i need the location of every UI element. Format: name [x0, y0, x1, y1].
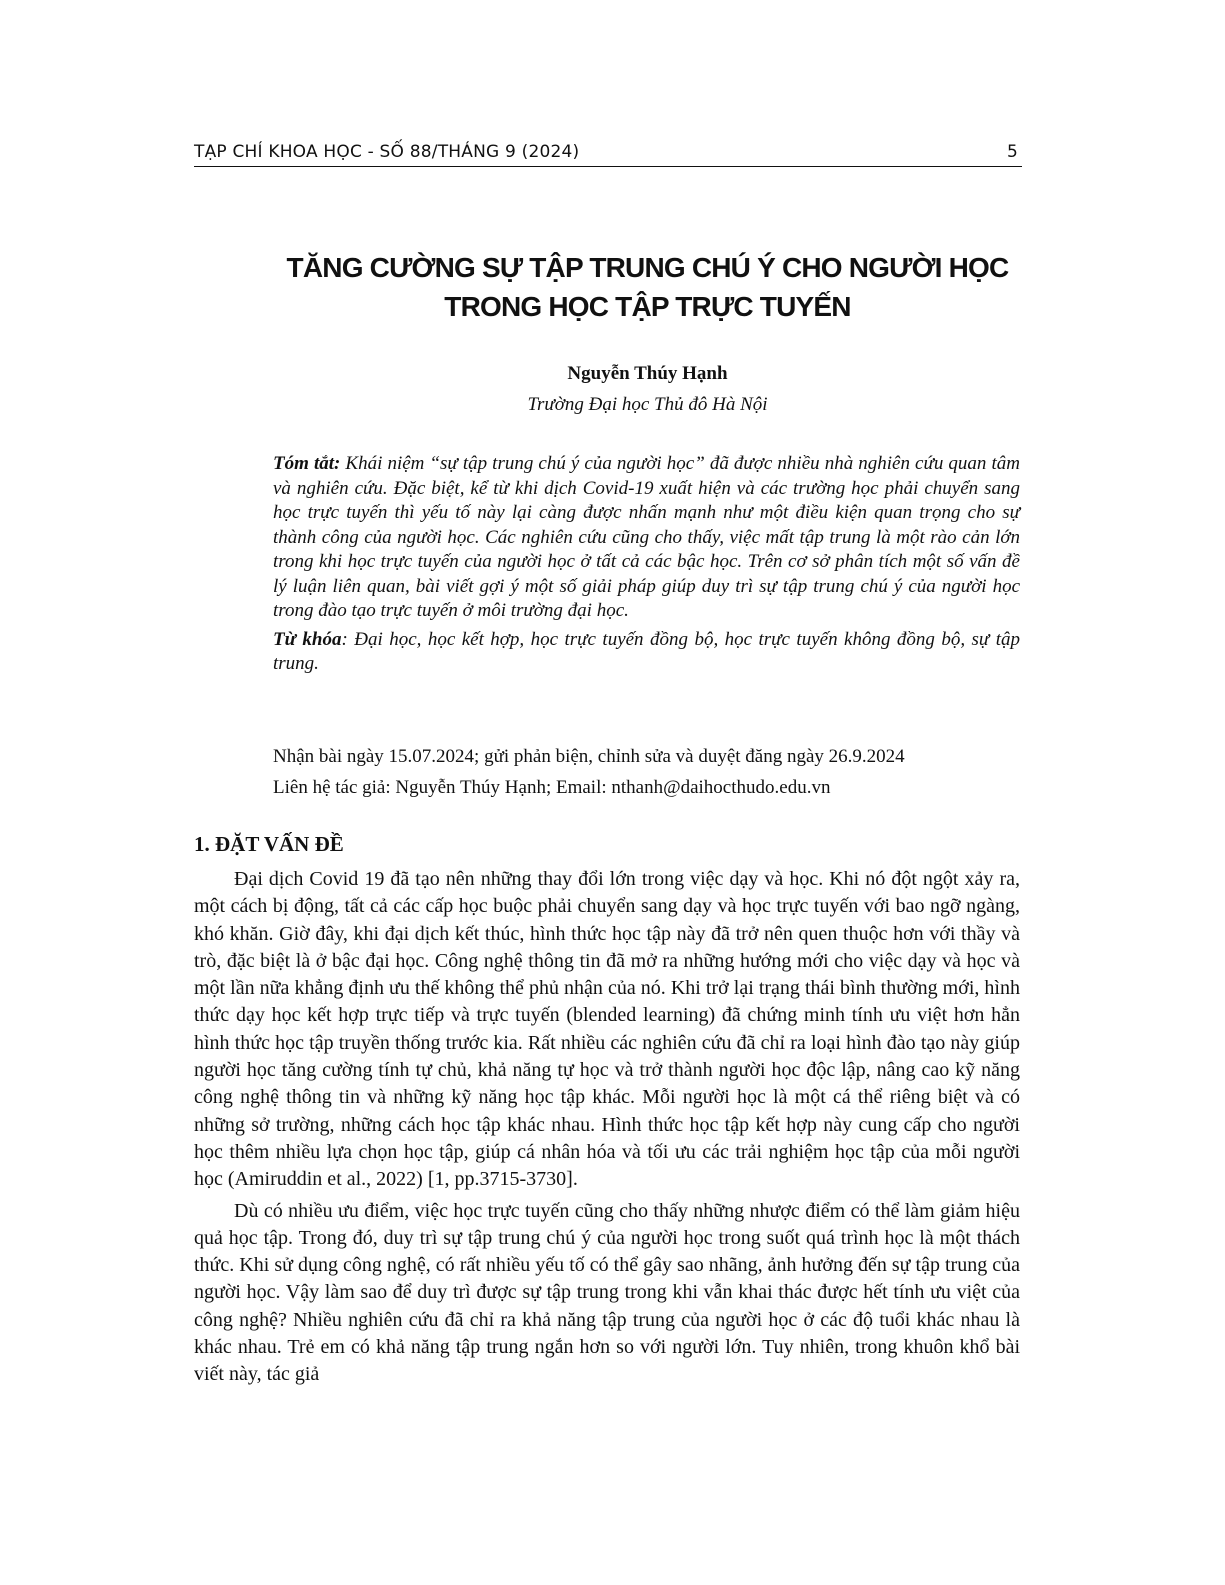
abstract-label: Tóm tắt: — [273, 453, 341, 474]
article-title — [194, 248, 1101, 326]
received-dates: Nhận bài ngày 15.07.2024; gửi phản biện, chỉnh sửa và duyệt đăng ngày 26.9.2024 — [273, 746, 905, 767]
title-line-1: TĂNG CƯỜNG SỰ TẬP TRUNG CHÚ Ý CHO NGƯỜI HỌC — [286, 252, 1009, 283]
author-name: Nguyễn Thúy Hạnh — [567, 363, 728, 384]
keywords-label: Từ khóa — [273, 628, 342, 650]
abstract — [273, 452, 1020, 677]
running-header — [194, 140, 1022, 167]
section-body — [194, 866, 1020, 1393]
page-number: 5 — [1006, 142, 1018, 162]
author-contact: Liên hệ tác giả: Nguyễn Thúy Hạnh; Email: nthanh@daihocthudo.edu.vn — [273, 777, 831, 798]
keywords-text: : Đại học, học kết hợp, học trực tuyến đồng bộ, học trực tuyến không đồng bộ, sự tập trung. — [273, 628, 1020, 674]
body-paragraph: Dù có nhiều ưu điểm, việc học trực tuyến cũng cho thấy những nhược điểm có thể làm giảm hiệu quả học tập. Trong đó, duy trì sự tập trung chú ý của người học trong suốt quá trình học là một thách thức. Khi sử dụng công nghệ, có rất nhiều yếu tố có thể gây sao nhãng, ảnh hưởng đến sự tập trung của người học. Vậy làm sao để duy trì được sự tập trung trong khi vẫn khai thác được hết tính ưu việt của công nghệ? Nhiều nghiên cứu đã chỉ ra khả năng tập trung của người học ở các độ tuổi khác nhau là khác nhau. Trẻ em có khả năng tập trung ngắn hơn so với người lớn. Tuy nhiên, trong khuôn khổ bài viết này, tác giả — [194, 1199, 1020, 1386]
article-meta — [273, 741, 1020, 803]
title-line-2: TRONG HỌC TẬP TRỰC TUYẾN — [444, 291, 851, 322]
abstract-paragraph — [273, 452, 1020, 624]
keywords — [273, 628, 1020, 677]
author-affiliation: Trường Đại học Thủ đô Hà Nội — [527, 394, 768, 415]
journal-name: TẠP CHÍ KHOA HỌC - SỐ 88/THÁNG 9 (2024) — [194, 142, 580, 162]
section-heading: 1. ĐẶT VẤN ĐỀ — [194, 832, 344, 856]
abstract-text: Khái niệm “sự tập trung chú ý của người học” đã được nhiều nhà nghiên cứu quan tâm và nghiên cứu. Đặc biệt, kể từ khi dịch Covid-19 xuất hiện và các trường học phải chuyển sang học trực tuyến thì yếu tố này lại càng được nhấn mạnh như một điều kiện quan trọng cho sự thành công của người học. Các nghiên cứu cũng cho thấy, việc mất tập trung là một rào cản lớn trong khi học trực tuyến của người học ở tất cả các bậc học. Trên cơ sở phân tích một số vấn đề lý luận liên quan, bài viết gợi ý một số giải pháp giúp duy trì sự tập trung chú ý của người học trong đào tạo trực tuyến ở môi trường đại học. — [273, 453, 1020, 621]
body-paragraph: Đại dịch Covid 19 đã tạo nên những thay đổi lớn trong việc dạy và học. Khi nó đột ngột xảy ra, một cách bị động, tất cả các cấp học buộc phải chuyển sang dạy và học trực tuyến với bao ngỡ ngàng, khó khăn. Giờ đây, khi đại dịch kết thúc, hình thức học tập này đã trở nên quen thuộc hơn với thầy và trò, đặc biệt là ở bậc đại học. Công nghệ thông tin đã mở ra những hướng mới cho việc dạy và học và một lần nữa khẳng định ưu thế không thể phủ nhận của nó. Khi trở lại trạng thái bình thường mới, hình thức dạy học kết hợp trực tiếp và trực tuyến (blended learning) đã chứng minh tính ưu việt hơn hẳn hình thức học tập truyền thống trước kia. Rất nhiều các nghiên cứu đã chỉ ra loại hình đào tạo này giúp người học tăng cường tính tự chủ, khả năng tự học và trở thành người học độc lập, nâng cao kỹ năng công nghệ thông tin và những kỹ năng học tập khác. Mỗi người học là một cá thể riêng biệt và có những sở trường, những cách học tập khác nhau. Hình thức học tập kết hợp này cung cấp cho người học thêm nhiều lựa chọn học tập, giúp cá nhân hóa và tối ưu các trải nghiệm học tập của mỗi người học (Amiruddin et al., 2022) [1, pp.3715-3730]. — [194, 868, 1020, 1191]
